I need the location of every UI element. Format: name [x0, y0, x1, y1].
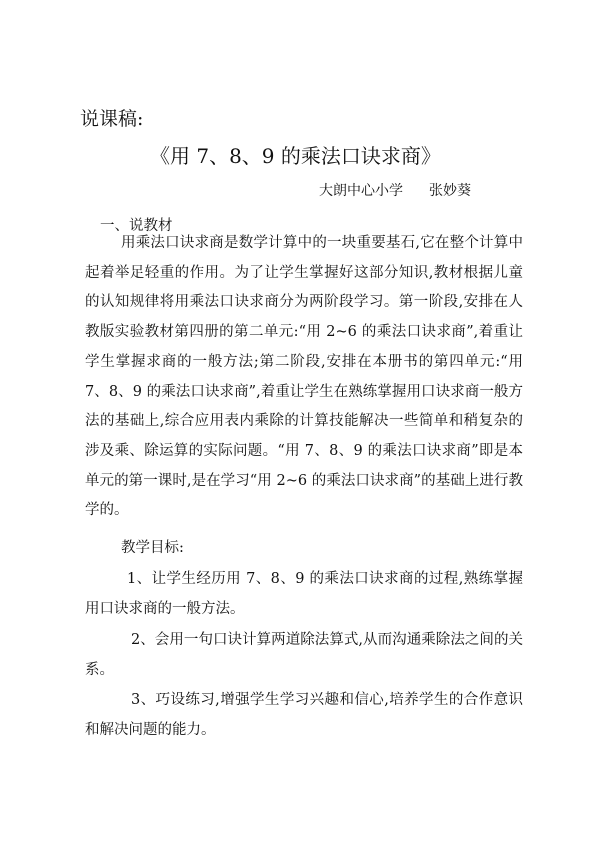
goals-label: 教学目标: — [121, 540, 184, 556]
goal-item-2: 2、会用一句口诀计算两道除法算式,从而沟通乘除法之间的关系。 — [85, 632, 523, 678]
lesson-title: 《用 7、8、9 的乘法口诀求商》 — [150, 144, 441, 168]
body-paragraph: 用乘法口诀求商是数学计算中的一块重要基石,它在整个计算中起着举足轻重的作用。为了让学生掌握好这部分知识,教材根据儿童的认知规律将用乘法口诀求商分为两阶段学习。第一阶段,安排在人教版实验教材第四册的第二单元:“用 2~6 的乘法口诀求商”,着重让学生掌握求商的一般方法;第二阶段,安排在本册书的第四单元:“用 7、8、9 的乘法口诀求商”,着重让学生在熟练掌握用口诀求商一般方法的基础上,综合应用表内乘除的计算技能解决一些简单和稍复杂的涉及乘、除运算的实际问题。“用 7、8、9 的乘法口诀求商”即是本单元的第一课时,是在学习“用 2~6 的乘法口诀求商”的基础上进行教学的。 — [85, 235, 523, 519]
author-line — [319, 181, 471, 201]
section-heading: 一、说教材 — [100, 218, 173, 234]
document-heading: 说课稿: — [80, 108, 144, 130]
goal-item-1: 1、让学生经历用 7、8、9 的乘法口诀求商的过程,熟练掌握用口诀求商的一般方法。 — [85, 571, 523, 617]
school-name: 大朗中心小学 — [319, 183, 403, 199]
author-name: 张妙葵 — [429, 183, 471, 199]
goal-item-3: 3、巧设练习,增强学生学习兴趣和信心,培养学生的合作意识和解决问题的能力。 — [85, 692, 523, 738]
